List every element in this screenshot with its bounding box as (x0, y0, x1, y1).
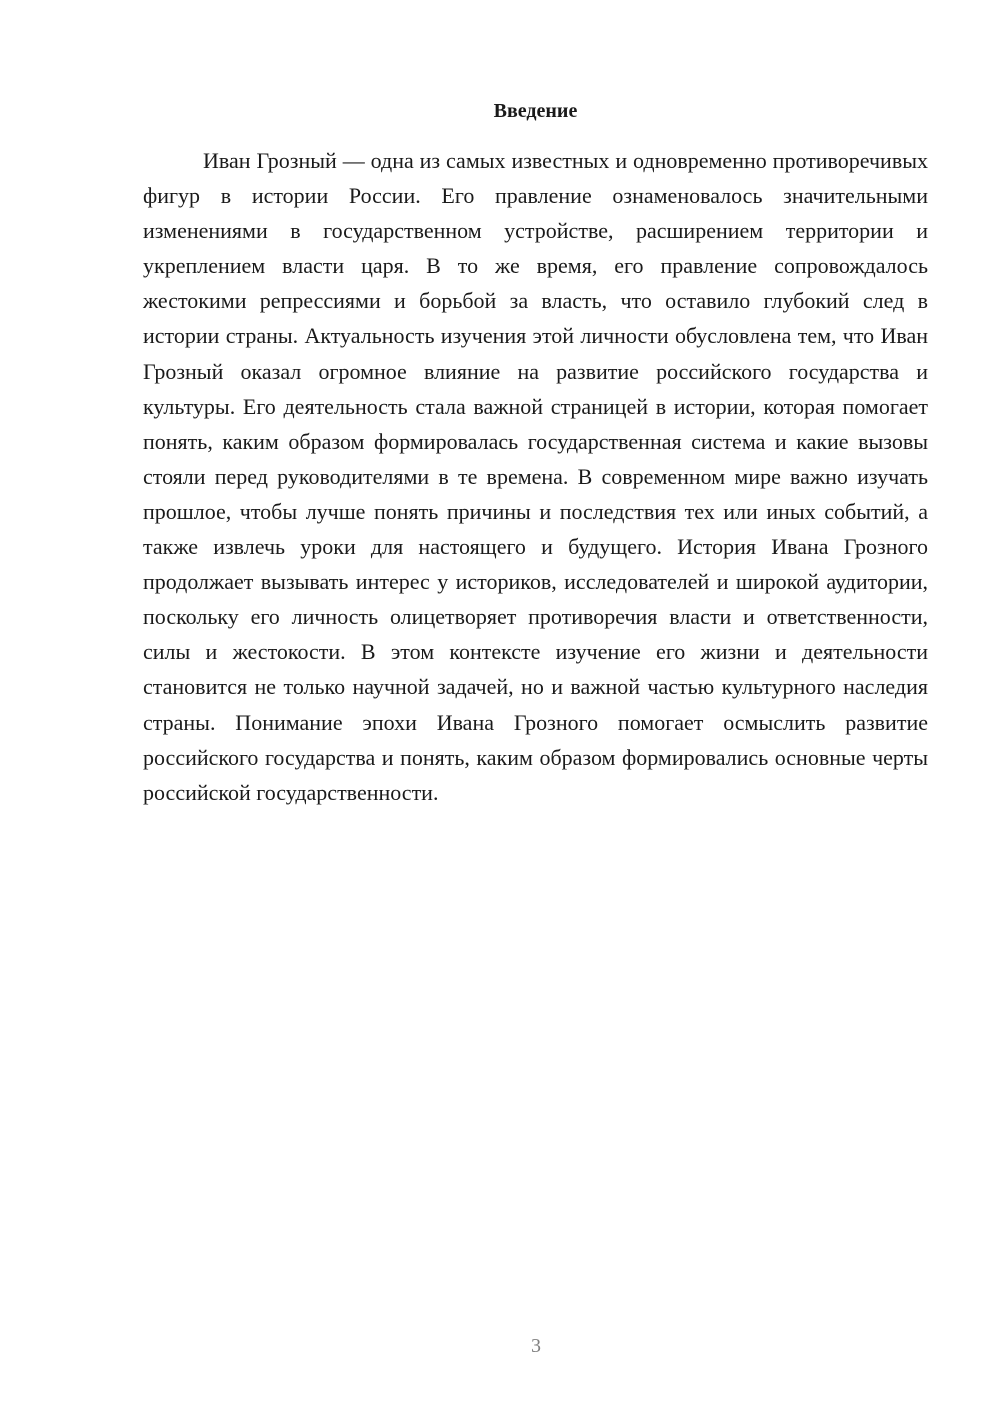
introduction-paragraph: Иван Грозный — одна из самых известных и одновременно противоречивых фигур в истории России. Его правление ознаменовалось значительными изменениями в государственном устройстве, расширением территории и укреплением власти царя. В то же время, его правление сопровождалось жестокими репрессиями и борьбой за власть, что оставило глубокий след в истории страны. Актуальность изучения этой личности обусловлена тем, что Иван Грозный оказал огромное влияние на развитие российского государства и культуры. Его деятельность стала важной страницей в истории, которая помогает понять, каким образом формировалась государственная система и какие вызовы стояли перед руководителями в те времена. В современном мире важно изучать прошлое, чтобы лучше понять причины и последствия тех или иных событий, а также извлечь уроки для настоящего и будущего. История Ивана Грозного продолжает вызывать интерес у историков, исследователей и широкой аудитории, поскольку его личность олицетворяет противоречия власти и ответственности, силы и жестокости. В этом контексте изучение его жизни и деятельности становится не только научной задачей, но и важной частью культурного наследия страны. Понимание эпохи Ивана Грозного помогает осмыслить развитие российского государства и понять, каким образом формировались основные черты российской государственности. (143, 148, 928, 805)
page-number: 3 (531, 1335, 541, 1357)
section-heading: Введение (493, 100, 578, 122)
